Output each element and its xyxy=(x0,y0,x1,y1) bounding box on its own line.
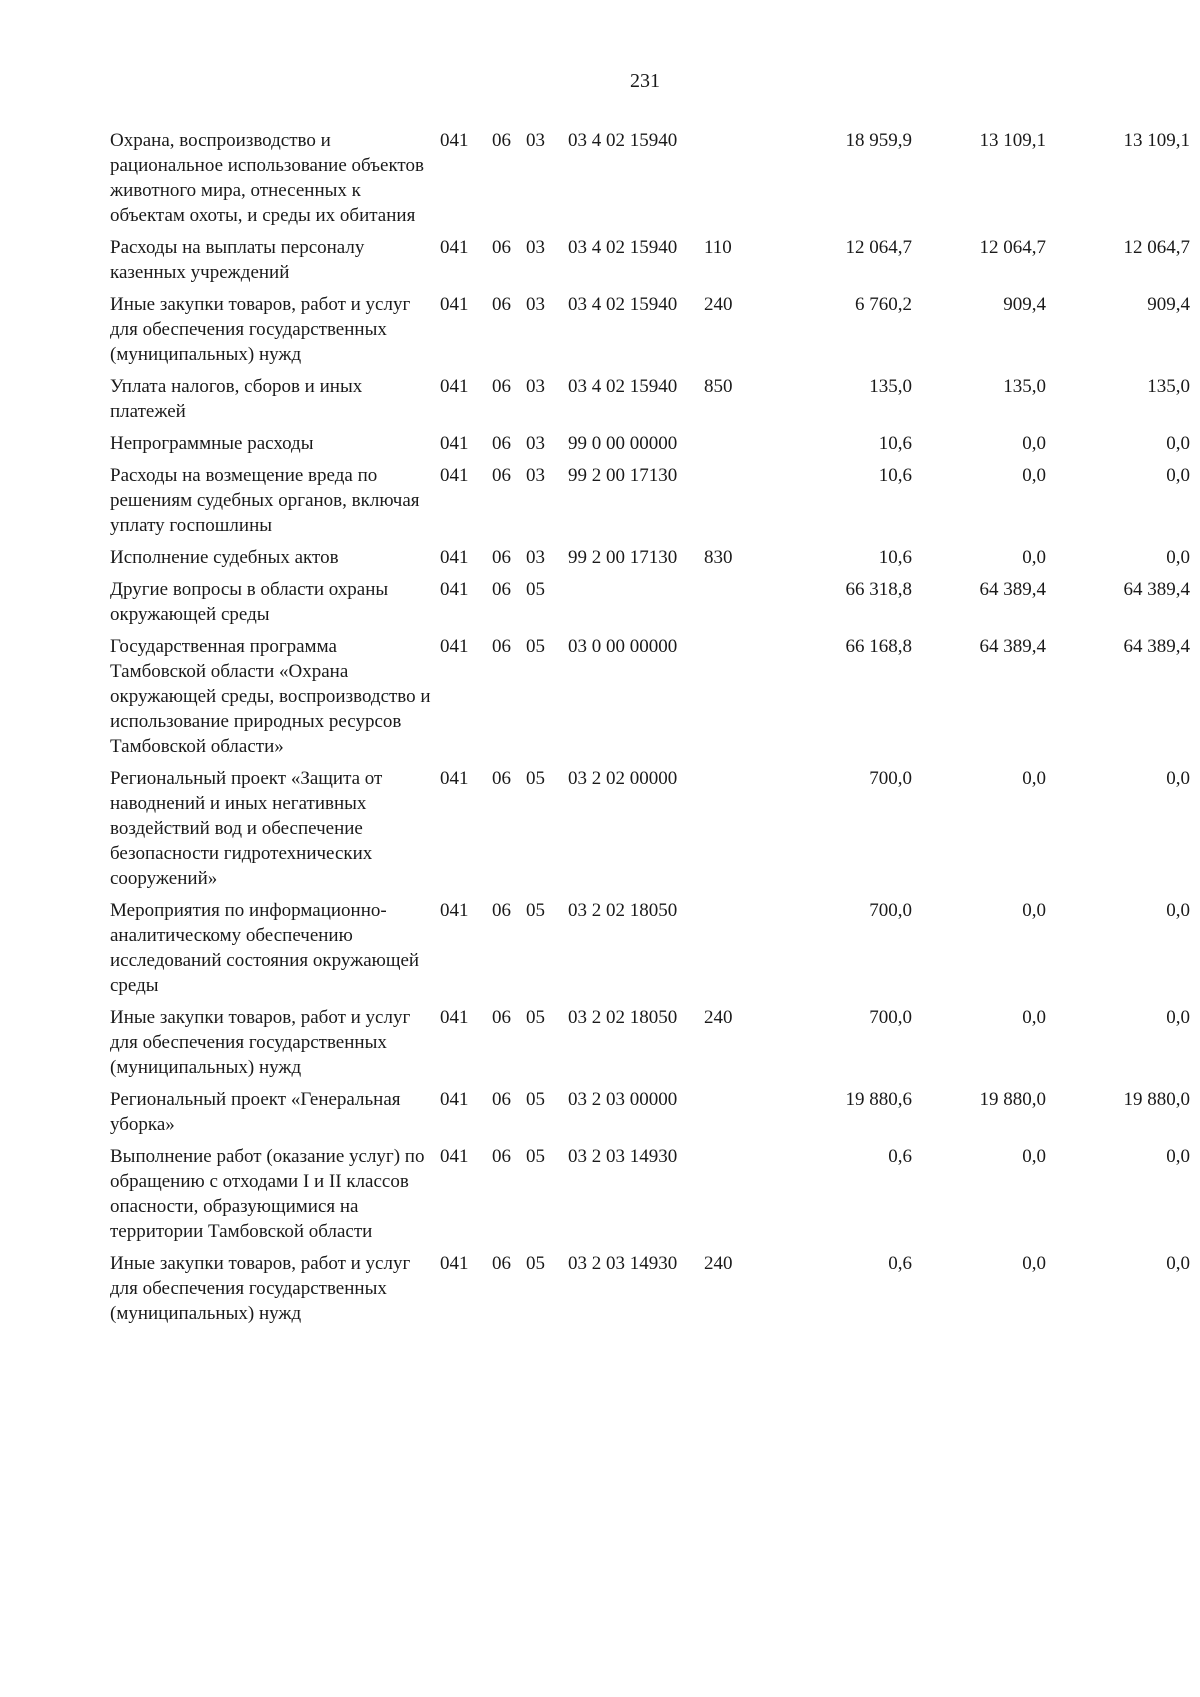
amount-year-2: 0,0 xyxy=(1022,768,1046,789)
amount-year-1: 66 318,8 xyxy=(845,579,912,600)
amount-year-2: 0,0 xyxy=(1022,1253,1046,1274)
table-row xyxy=(110,1251,1190,1333)
amount-year-1: 700,0 xyxy=(869,768,912,789)
amount-year-3: 135,0 xyxy=(1147,376,1190,397)
section-code: 06 xyxy=(492,768,511,789)
table-row xyxy=(110,292,1190,374)
subsection-code: 05 xyxy=(526,1007,545,1028)
amount-year-3: 0,0 xyxy=(1166,1007,1190,1028)
subsection-code: 05 xyxy=(526,768,545,789)
amount-year-3: 19 880,0 xyxy=(1123,1089,1190,1110)
target-article-code: 03 2 03 00000 xyxy=(568,1089,678,1110)
table-row xyxy=(110,898,1190,1005)
amount-year-1: 10,6 xyxy=(878,465,912,486)
expense-type-code xyxy=(704,1087,760,1144)
section-code: 06 xyxy=(492,130,511,151)
ministry-code: 041 xyxy=(440,294,469,315)
section-code: 06 xyxy=(492,465,511,486)
table-row xyxy=(110,1005,1190,1087)
table-row xyxy=(110,1144,1190,1251)
ministry-code: 041 xyxy=(440,433,469,454)
subsection-code: 03 xyxy=(526,547,545,568)
section-code: 06 xyxy=(492,900,511,921)
subsection-code: 03 xyxy=(526,294,545,315)
amount-year-3: 13 109,1 xyxy=(1123,130,1190,151)
section-code: 06 xyxy=(492,237,511,258)
expense-type-code: 240 xyxy=(704,1253,733,1274)
expense-type-code xyxy=(704,577,760,634)
amount-year-3: 0,0 xyxy=(1166,547,1190,568)
amount-year-3: 0,0 xyxy=(1166,768,1190,789)
section-code: 06 xyxy=(492,1146,511,1167)
amount-year-3: 0,0 xyxy=(1166,1146,1190,1167)
row-name: Расходы на выплаты персоналу казенных учреждений xyxy=(110,237,365,283)
table-row xyxy=(110,431,1190,463)
table-row xyxy=(110,766,1190,898)
target-article-code xyxy=(568,577,704,634)
amount-year-3: 0,0 xyxy=(1166,465,1190,486)
subsection-code: 05 xyxy=(526,579,545,600)
table-row xyxy=(110,374,1190,431)
ministry-code: 041 xyxy=(440,636,469,657)
table-row xyxy=(110,577,1190,634)
target-article-code: 03 2 03 14930 xyxy=(568,1253,678,1274)
target-article-code: 99 0 00 00000 xyxy=(568,433,678,454)
table-row xyxy=(110,545,1190,577)
amount-year-2: 0,0 xyxy=(1022,433,1046,454)
row-name: Исполнение судебных актов xyxy=(110,547,339,568)
row-name: Мероприятия по информационно-аналитическому обеспечению исследований состояния окружающей среды xyxy=(110,900,420,996)
target-article-code: 99 2 00 17130 xyxy=(568,465,678,486)
amount-year-1: 12 064,7 xyxy=(845,237,912,258)
amount-year-1: 700,0 xyxy=(869,1007,912,1028)
target-article-code: 03 2 02 18050 xyxy=(568,900,678,921)
row-name: Другие вопросы в области охраны окружающей среды xyxy=(110,579,389,625)
section-code: 06 xyxy=(492,376,511,397)
ministry-code: 041 xyxy=(440,1089,469,1110)
amount-year-1: 18 959,9 xyxy=(845,130,912,151)
target-article-code: 03 4 02 15940 xyxy=(568,294,678,315)
row-name: Уплата налогов, сборов и иных платежей xyxy=(110,376,363,422)
section-code: 06 xyxy=(492,294,511,315)
subsection-code: 05 xyxy=(526,1089,545,1110)
subsection-code: 03 xyxy=(526,376,545,397)
row-name: Охрана, воспроизводство и рациональное использование объектов животного мира, отнесенных к объектам охоты, и среды их обитания xyxy=(110,130,424,226)
target-article-code: 03 4 02 15940 xyxy=(568,130,678,151)
amount-year-2: 909,4 xyxy=(1003,294,1046,315)
amount-year-1: 10,6 xyxy=(878,547,912,568)
amount-year-2: 19 880,0 xyxy=(979,1089,1046,1110)
amount-year-1: 700,0 xyxy=(869,900,912,921)
row-name: Региональный проект «Защита от наводнений и иных негативных воздействий вод и обеспечение безопасности гидротехнических сооружений» xyxy=(110,768,383,889)
expense-type-code: 830 xyxy=(704,547,733,568)
amount-year-3: 64 389,4 xyxy=(1123,636,1190,657)
subsection-code: 05 xyxy=(526,636,545,657)
row-name: Непрограммные расходы xyxy=(110,433,314,454)
page-number: 231 xyxy=(630,70,660,92)
amount-year-1: 6 760,2 xyxy=(855,294,912,315)
target-article-code: 03 2 03 14930 xyxy=(568,1146,678,1167)
row-name: Государственная программа Тамбовской области «Охрана окружающей среды, воспроизводство и использование природных ресурсов Тамбовской области» xyxy=(110,636,431,757)
section-code: 06 xyxy=(492,1007,511,1028)
target-article-code: 03 2 02 18050 xyxy=(568,1007,678,1028)
target-article-code: 99 2 00 17130 xyxy=(568,547,678,568)
amount-year-1: 10,6 xyxy=(878,433,912,454)
target-article-code: 03 2 02 00000 xyxy=(568,768,678,789)
subsection-code: 05 xyxy=(526,1146,545,1167)
amount-year-2: 0,0 xyxy=(1022,1146,1046,1167)
expense-type-code: 240 xyxy=(704,1007,733,1028)
expense-type-code xyxy=(704,128,760,235)
table-row xyxy=(110,128,1190,235)
ministry-code: 041 xyxy=(440,1146,469,1167)
subsection-code: 03 xyxy=(526,130,545,151)
section-code: 06 xyxy=(492,1089,511,1110)
amount-year-2: 13 109,1 xyxy=(979,130,1046,151)
row-name: Региональный проект «Генеральная уборка» xyxy=(110,1089,401,1135)
expense-type-code: 110 xyxy=(704,237,732,258)
subsection-code: 05 xyxy=(526,1253,545,1274)
table-row xyxy=(110,634,1190,766)
ministry-code: 041 xyxy=(440,579,469,600)
amount-year-2: 12 064,7 xyxy=(979,237,1046,258)
expense-type-code xyxy=(704,898,760,1005)
ministry-code: 041 xyxy=(440,768,469,789)
amount-year-2: 0,0 xyxy=(1022,465,1046,486)
row-name: Выполнение работ (оказание услуг) по обращению с отходами I и II классов опасности, образующимися на территории Тамбовской области xyxy=(110,1146,425,1242)
ministry-code: 041 xyxy=(440,465,469,486)
target-article-code: 03 4 02 15940 xyxy=(568,237,678,258)
amount-year-2: 0,0 xyxy=(1022,1007,1046,1028)
ministry-code: 041 xyxy=(440,547,469,568)
ministry-code: 041 xyxy=(440,130,469,151)
row-name: Иные закупки товаров, работ и услуг для обеспечения государственных (муниципальных) нужд xyxy=(110,1253,411,1324)
amount-year-2: 64 389,4 xyxy=(979,636,1046,657)
section-code: 06 xyxy=(492,636,511,657)
amount-year-2: 0,0 xyxy=(1022,547,1046,568)
target-article-code: 03 0 00 00000 xyxy=(568,636,678,657)
amount-year-2: 0,0 xyxy=(1022,900,1046,921)
expense-type-code: 850 xyxy=(704,376,733,397)
subsection-code: 03 xyxy=(526,237,545,258)
row-name: Расходы на возмещение вреда по решениям судебных органов, включая уплату госпошлины xyxy=(110,465,420,536)
section-code: 06 xyxy=(492,579,511,600)
table-row xyxy=(110,235,1190,292)
expense-type-code xyxy=(704,766,760,898)
ministry-code: 041 xyxy=(440,1007,469,1028)
expense-type-code xyxy=(704,431,760,463)
expense-type-code xyxy=(704,1144,760,1251)
amount-year-3: 0,0 xyxy=(1166,433,1190,454)
table-row xyxy=(110,463,1190,545)
section-code: 06 xyxy=(492,433,511,454)
amount-year-3: 909,4 xyxy=(1147,294,1190,315)
expense-type-code xyxy=(704,463,760,545)
subsection-code: 05 xyxy=(526,900,545,921)
table-row xyxy=(110,1087,1190,1144)
amount-year-1: 135,0 xyxy=(869,376,912,397)
expense-type-code: 240 xyxy=(704,294,733,315)
ministry-code: 041 xyxy=(440,900,469,921)
section-code: 06 xyxy=(492,1253,511,1274)
amount-year-1: 0,6 xyxy=(888,1253,912,1274)
subsection-code: 03 xyxy=(526,465,545,486)
amount-year-2: 64 389,4 xyxy=(979,579,1046,600)
budget-table xyxy=(110,128,1190,1333)
target-article-code: 03 4 02 15940 xyxy=(568,376,678,397)
ministry-code: 041 xyxy=(440,1253,469,1274)
expense-type-code xyxy=(704,634,760,766)
table-body xyxy=(110,128,1190,1333)
amount-year-2: 135,0 xyxy=(1003,376,1046,397)
amount-year-3: 0,0 xyxy=(1166,900,1190,921)
ministry-code: 041 xyxy=(440,376,469,397)
amount-year-1: 19 880,6 xyxy=(845,1089,912,1110)
amount-year-3: 12 064,7 xyxy=(1123,237,1190,258)
row-name: Иные закупки товаров, работ и услуг для обеспечения государственных (муниципальных) нужд xyxy=(110,294,411,365)
amount-year-1: 66 168,8 xyxy=(845,636,912,657)
ministry-code: 041 xyxy=(440,237,469,258)
amount-year-3: 64 389,4 xyxy=(1123,579,1190,600)
section-code: 06 xyxy=(492,547,511,568)
amount-year-3: 0,0 xyxy=(1166,1253,1190,1274)
row-name: Иные закупки товаров, работ и услуг для обеспечения государственных (муниципальных) нужд xyxy=(110,1007,411,1078)
amount-year-1: 0,6 xyxy=(888,1146,912,1167)
subsection-code: 03 xyxy=(526,433,545,454)
